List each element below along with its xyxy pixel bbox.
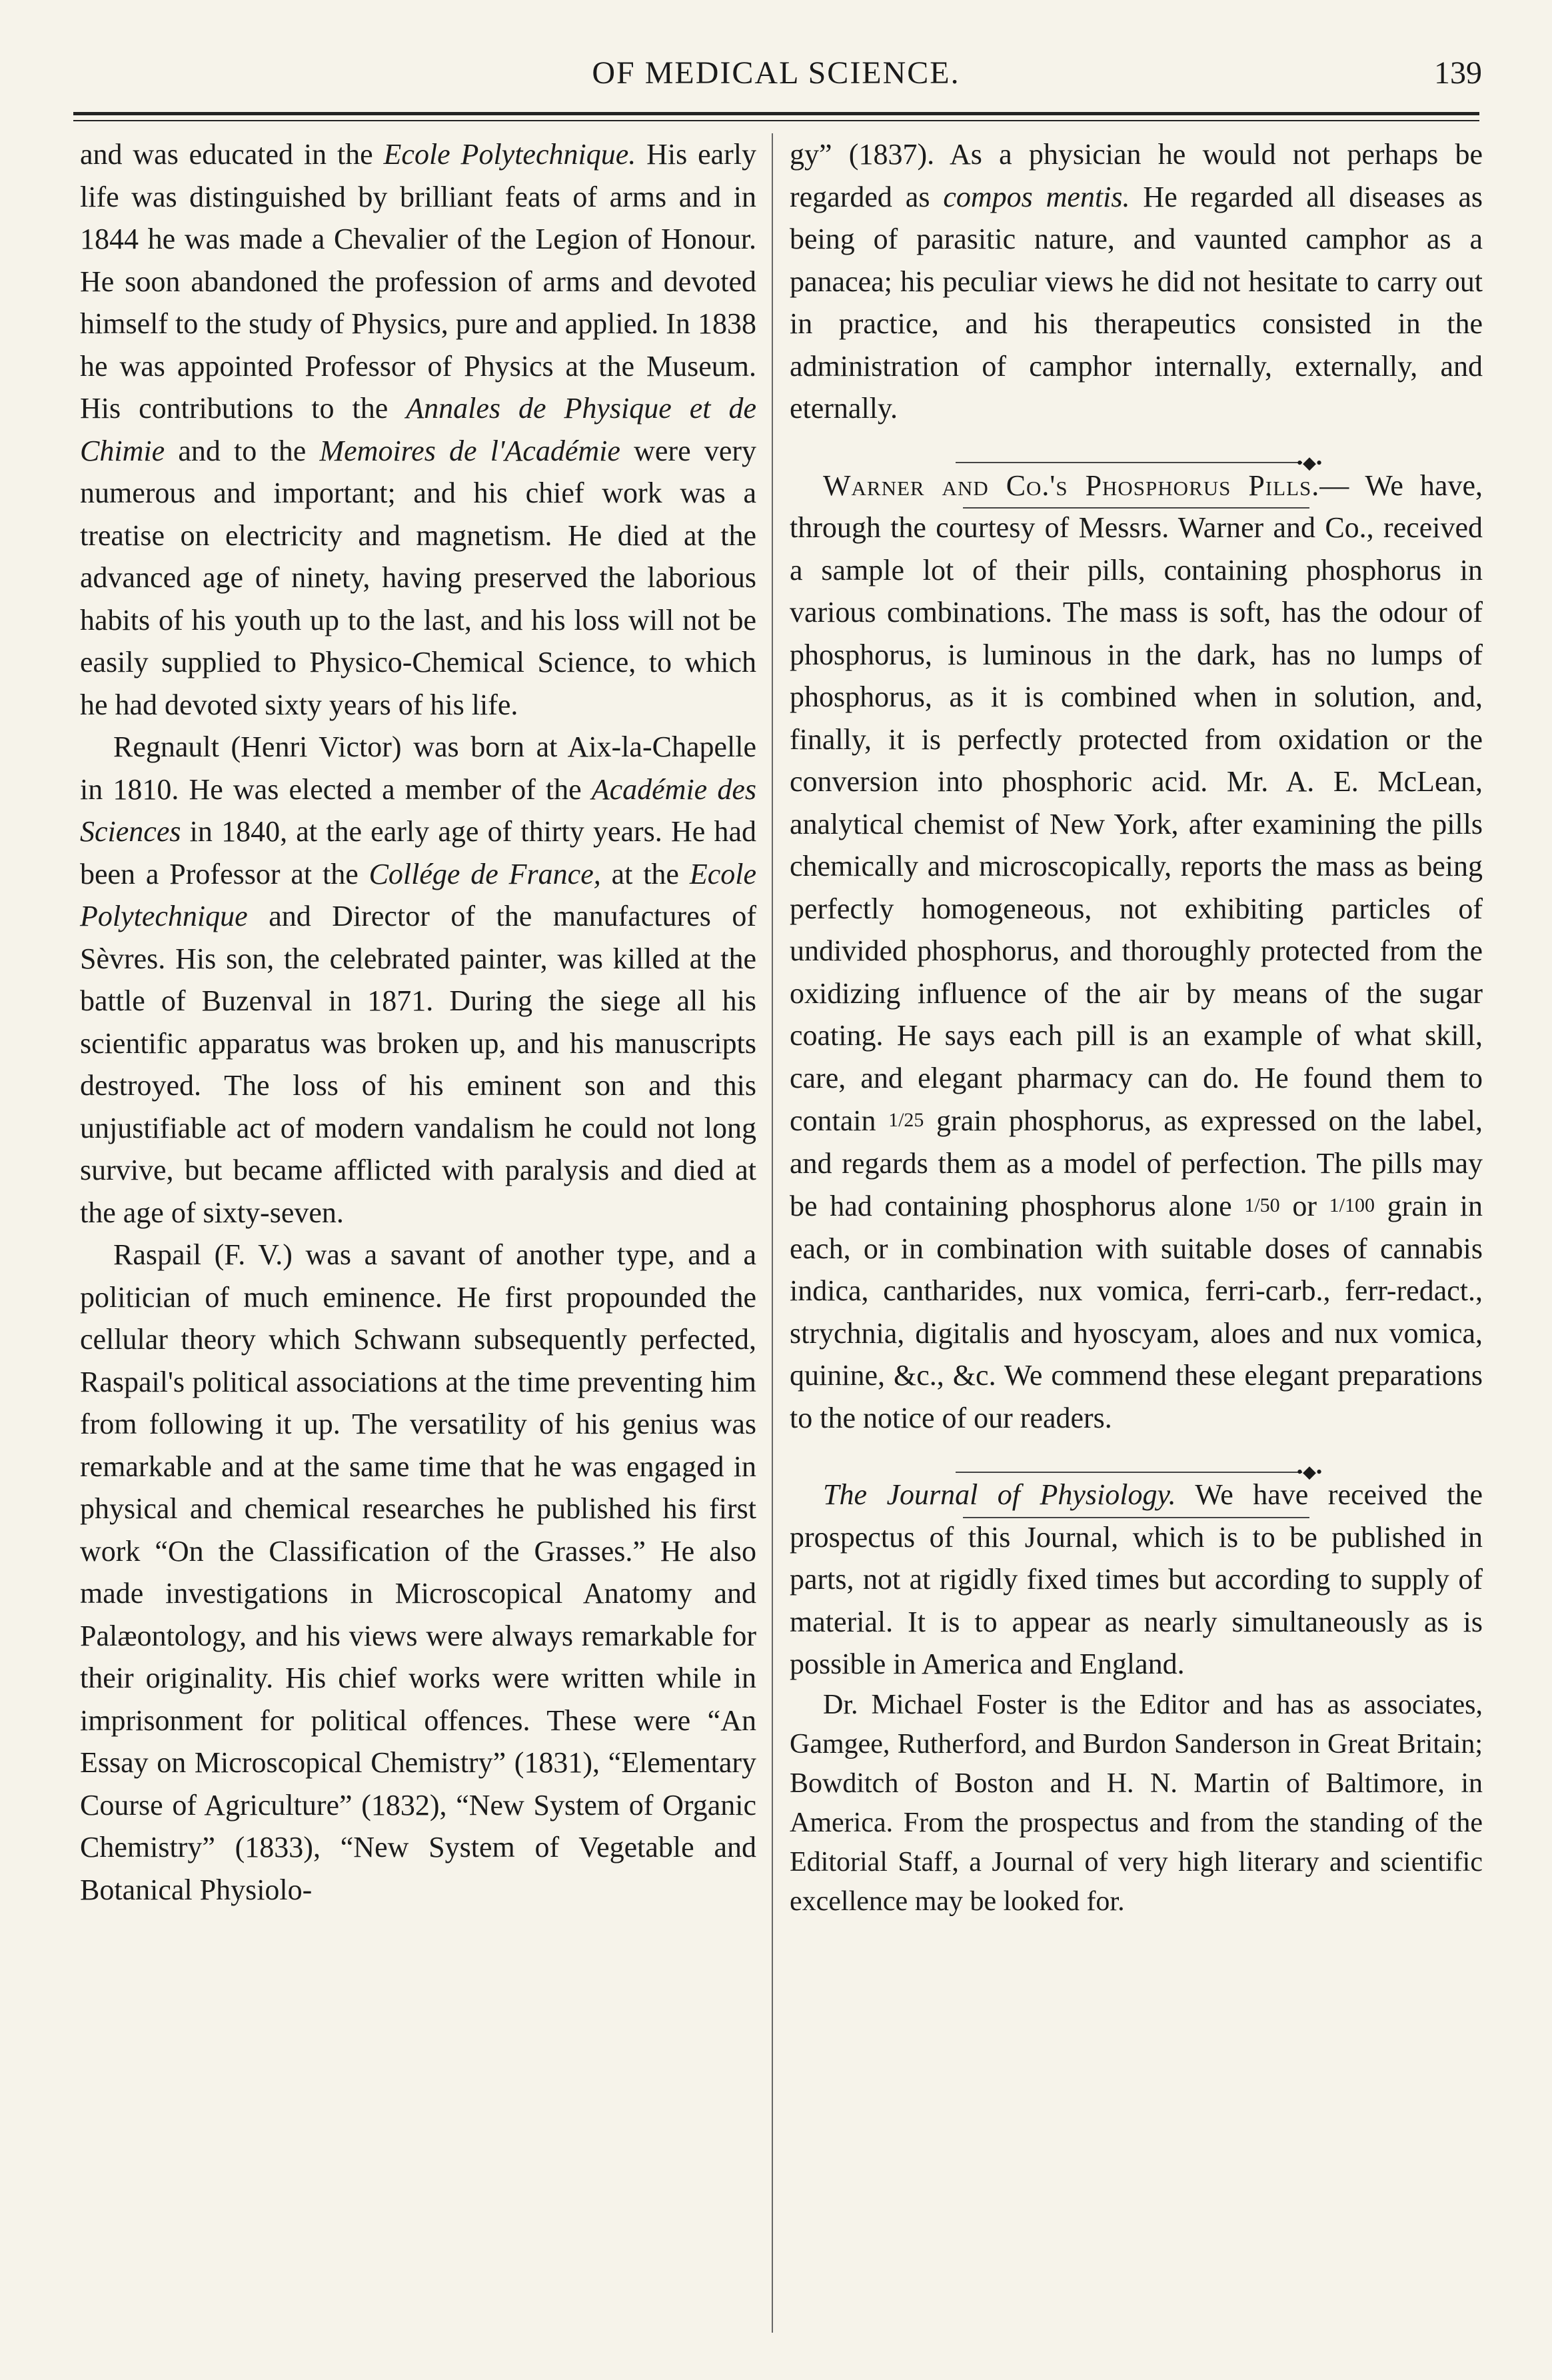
fraction: 1/100 (1329, 1194, 1375, 1216)
running-head (0, 55, 1552, 101)
paragraph-warner-pills: Warner and Co.'s Phosphorus Pills.— We have, through the courtesy of Messrs. Warner and Co., received a sample lot of their pills, containing phosphorus in various combinations. The mass is soft, has the odour of phosphorus, is luminous in the dark, has no lumps of phosphorus, as it is combined when in solution, and, finally, it is perfectly protected from oxidation or the conversion into phosphoric acid. Mr. A. E. McLean, analytical chemist of New York, after examining the pills chemically and microscopically, reports the mass as being perfectly homogeneous, not exhibiting particles of undivided phosphorus, and thoroughly protected from the oxidizing influence of the air by means of the sugar coating. He says each pill is an example of what skill, care, and elegant pharmacy can do. He found them to contain 1/25 grain phosphorus, as expressed on the label, and regards them as a model of perfection. The pills may be had containing phosphorus alone 1/50 or 1/100 grain in each, or in combination with suitable doses of cannabis indica, cantharides, nux vomica, ferri-carb., ferr-redact., strychnia, digitalis and hyoscyam, aloes and nux vomica, quinine, &c., &c. We commend these elegant preparations to the notice of our readers. (790, 469, 1483, 1434)
warner-heading: Warner and Co.'s Phosphorus Pills. (823, 469, 1320, 502)
header-rule-thin (73, 120, 1479, 121)
paragraph-journal-physiology: The Journal of Physiology. We have received the prospectus of this Journal, which is to be published in parts, not at rigidly fixed times but according to supply of material. It is to appear as nearly simultaneously as is possible in America and England. (790, 1478, 1483, 1680)
running-title: OF MEDICAL SCIENCE. (592, 55, 960, 91)
section-separator: •◆• (790, 1448, 1483, 1462)
page-number: 139 (1434, 55, 1482, 91)
fraction: 1/25 (888, 1109, 924, 1131)
paragraph-raspail-continued: gy” (1837). As a physician he would not perhaps be regarded as compos mentis. He regarded all diseases as being of parasitic nature, and vaunted camphor as a panacea; his peculiar views he did not hesitate to carry out in practice, and his therapeutics consisted in the administration of camphor internally, externally, and eternally. (790, 138, 1483, 425)
column-divider (772, 133, 773, 2333)
section-separator: •◆• (790, 439, 1483, 453)
fraction: 1/50 (1244, 1194, 1280, 1216)
left-column (80, 133, 756, 1911)
paragraph-raspail: Raspail (F. V.) was a savant of another type, and a politician of much eminence. He first propounded the cellular theory which Schwann subsequently perfected, Raspail's political associations at the time preventing him from following it up. The versatility of his genius was remarkable and at the same time that he was engaged in physical and chemical researches he published his first work “On the Classification of the Grasses.” He also made investigations in Microscopical Anatomy and Palæontology, and his views were always remarkable for their originality. His chief works were written while in imprisonment for political offences. These were “An Essay on Microscopical Chemistry” (1831), “Elementary Course of Agriculture” (1832), “New System of Organic Chemistry” (1833), “New System of Vegetable and Botanical Physiolo- (80, 1238, 756, 1906)
paragraph-foster: Dr. Michael Foster is the Editor and has as associates, Gamgee, Rutherford, and Burdon Sanderson in Great Britain; Bowditch of Boston and H. N. Martin of Baltimore, in America. From the prospectus and from the standing of the Editorial Staff, a Journal of very high literary and scientific excellence may be looked for. (790, 1689, 1483, 1917)
header-rule-thick (73, 112, 1479, 115)
paragraph-becquerel: and was educated in the Ecole Polytechnique. His early life was distinguished by brilliant feats of arms and in 1844 he was made a Chevalier of the Legion of Honour. He soon abandoned the profession of arms and devoted himself to the study of Physics, pure and applied. In 1838 he was appointed Professor of Physics at the Museum. His contributions to the Annales de Physique et de Chimie and to the Memoires de l'Académie were very numerous and important; and his chief work was a treatise on electricity and magnetism. He died at the advanced age of ninety, having preserved the laborious habits of his youth up to the last, and his loss will not be easily supplied to Physico-Chemical Science, to which he had devoted sixty years of his life. (80, 138, 756, 721)
right-column (790, 133, 1483, 1921)
journal-title: The Journal of Physiology. (823, 1478, 1176, 1511)
paragraph-regnault: Regnault (Henri Victor) was born at Aix-la-Chapelle in 1810. He was elected a member of the Académie des Sciences in 1840, at the early age of thirty years. He had been a Professor at the Collége de France, at the Ecole Polytechnique and Director of the manufactures of Sèvres. His son, the celebrated painter, was killed at the battle of Buzenval in 1871. During the siege all his scientific apparatus was broken up, and his manuscripts destroyed. The loss of his eminent son and this unjustifiable act of modern vandalism he could not long survive, but became afflicted with paralysis and died at the age of sixty-seven. (80, 730, 756, 1229)
